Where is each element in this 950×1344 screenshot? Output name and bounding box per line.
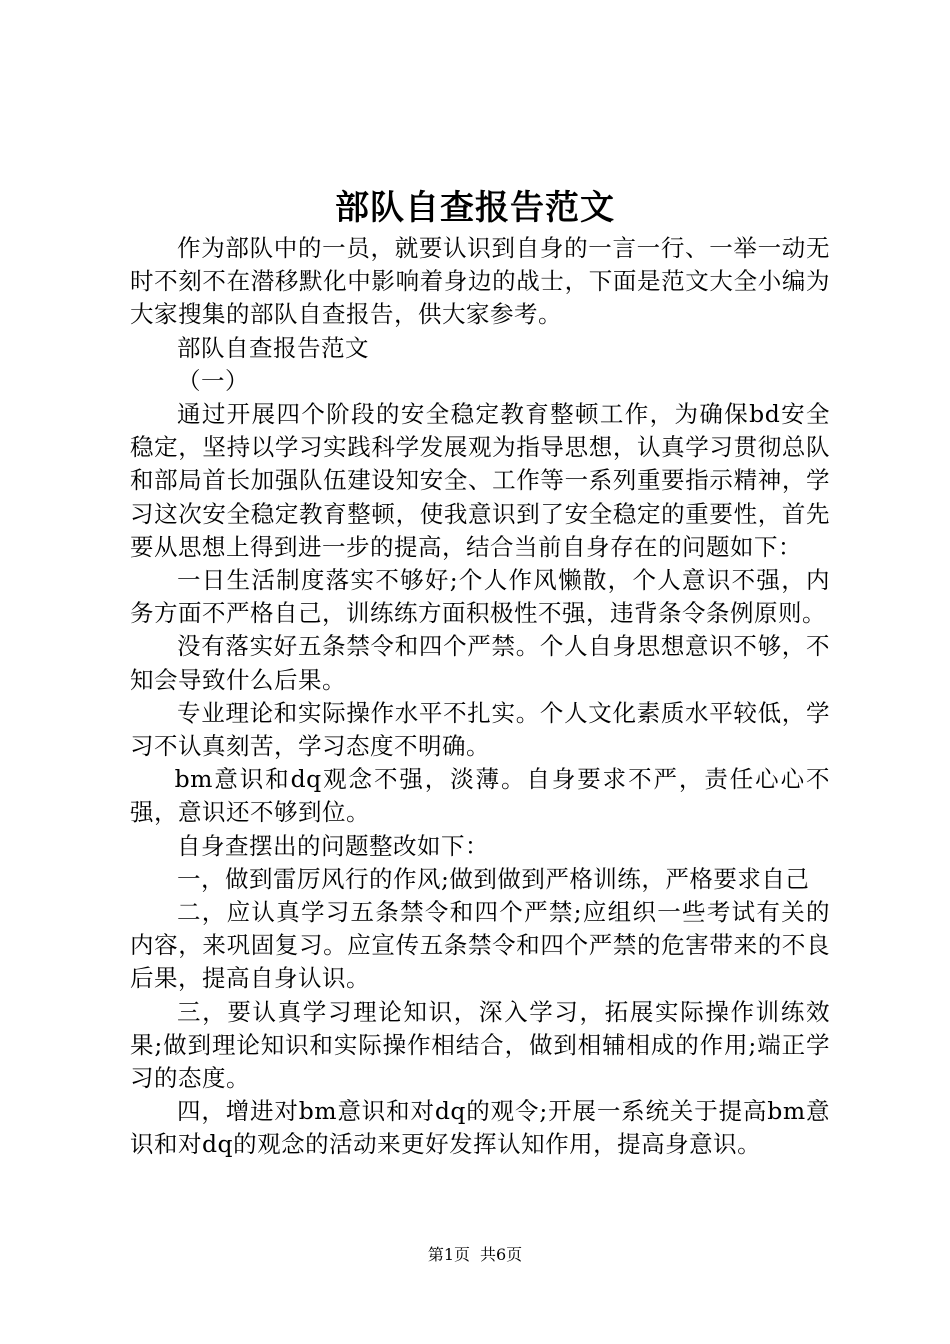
paragraph-section-number: （一） <box>177 366 249 395</box>
paragraph-body: 自身查摆出的问题整改如下： <box>177 831 489 860</box>
document-body <box>130 232 830 1162</box>
page-number: 第1页 <box>427 1245 470 1264</box>
paragraph-body: bm意识和dq观念不强，淡薄。自身要求不严，责任心心不强，意识还不够到位。 <box>130 765 830 827</box>
paragraph-intro: 作为部队中的一员，就要认识到自身的一言一行、一举一动无时不刻不在潜移默化中影响着身边的战士，下面是范文大全小编为大家搜集的部队自查报告，供大家参考。 <box>130 234 830 329</box>
page-total: 共6页 <box>480 1245 523 1264</box>
paragraph-body: 三，要认真学习理论知识，深入学习，拓展实际操作训练效果;做到理论知识和实际操作相结合，做到相辅相成的作用;端正学习的态度。 <box>130 997 830 1093</box>
paragraph-body: 四，增进对bm意识和对dq的观令;开展一系统关于提高bm意识和对dq的观念的活动来更好发挥认知作用，提高身意识。 <box>130 1097 830 1159</box>
paragraph-body: 没有落实好五条禁令和四个严禁。个人自身思想意识不够，不知会导致什么后果。 <box>130 632 830 694</box>
paragraph-body: 一日生活制度落实不够好;个人作风懒散，个人意识不强，内务方面不严格自己，训练练方面积极性不强，违背条令条例原则。 <box>130 566 830 628</box>
page-footer <box>0 1244 950 1266</box>
paragraph-body: 专业理论和实际操作水平不扎实。个人文化素质水平较低，学习不认真刻苦，学习态度不明确。 <box>130 698 830 761</box>
document-title: 部队自查报告范文 <box>335 188 615 228</box>
paragraph-body: 通过开展四个阶段的安全稳定教育整顿工作，为确保bd安全稳定，坚持以学习实践科学发展观为指导思想，认真学习贯彻总队和部局首长加强队伍建设知安全、工作等一系列重要指示精神，学习这次安全稳定教育整顿，使我意识到了安全稳定的重要性，首先要从思想上得到进一步的提高，结合当前自身存在的问题如下： <box>130 400 830 561</box>
paragraph-body: 一，做到雷厉风行的作风;做到做到严格训练，严格要求自己 <box>177 864 810 893</box>
paragraph-subtitle: 部队自查报告范文 <box>177 333 369 362</box>
paragraph-body: 二，应认真学习五条禁令和四个严禁;应组织一些考试有关的内容，来巩固复习。应宣传五条禁令和四个严禁的危害带来的不良后果，提高自身认识。 <box>130 898 830 993</box>
